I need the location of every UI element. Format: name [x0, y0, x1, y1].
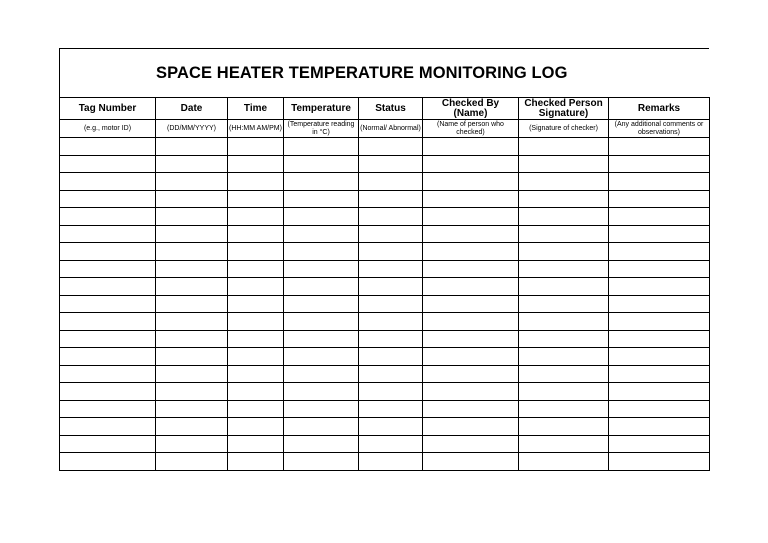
- log-entry-cell[interactable]: [609, 243, 710, 261]
- log-entry-cell[interactable]: [228, 453, 284, 471]
- log-entry-cell[interactable]: [284, 208, 359, 226]
- log-entry-cell[interactable]: [284, 260, 359, 278]
- log-entry-cell[interactable]: [609, 155, 710, 173]
- log-entry-cell[interactable]: [609, 225, 710, 243]
- column-hint-row: [60, 120, 710, 138]
- log-entry-row: [60, 330, 710, 348]
- log-entry-cell[interactable]: [423, 260, 519, 278]
- log-entry-cell[interactable]: [359, 190, 423, 208]
- log-entry-cell[interactable]: [519, 260, 609, 278]
- log-entry-cell[interactable]: [423, 383, 519, 401]
- log-entry-row: [60, 435, 710, 453]
- log-entry-cell[interactable]: [284, 225, 359, 243]
- column-hint-signature: (Signature of checker): [519, 120, 609, 138]
- log-entry-cell[interactable]: [519, 365, 609, 383]
- log-entry-cell[interactable]: [423, 155, 519, 173]
- log-entries: [60, 138, 710, 471]
- log-entry-cell[interactable]: [156, 313, 228, 331]
- log-entry-cell[interactable]: [228, 260, 284, 278]
- log-entry-row: [60, 278, 710, 296]
- log-entry-row: [60, 295, 710, 313]
- log-entry-cell[interactable]: [423, 190, 519, 208]
- log-entry-cell[interactable]: [519, 190, 609, 208]
- log-entry-cell[interactable]: [156, 383, 228, 401]
- log-entry-row: [60, 365, 710, 383]
- log-entry-cell[interactable]: [609, 400, 710, 418]
- log-entry-cell[interactable]: [284, 383, 359, 401]
- log-entry-cell[interactable]: [60, 330, 156, 348]
- column-header-status: Status: [359, 98, 423, 120]
- log-entry-cell[interactable]: [228, 400, 284, 418]
- log-entry-cell[interactable]: [609, 208, 710, 226]
- log-sheet: [59, 48, 709, 471]
- log-entry-cell[interactable]: [519, 243, 609, 261]
- log-entry-row: [60, 383, 710, 401]
- log-entry-cell[interactable]: [519, 313, 609, 331]
- log-entry-row: [60, 208, 710, 226]
- log-entry-cell[interactable]: [156, 295, 228, 313]
- log-entry-cell[interactable]: [609, 348, 710, 366]
- log-entry-cell[interactable]: [228, 348, 284, 366]
- log-entry-cell[interactable]: [60, 190, 156, 208]
- log-entry-row: [60, 400, 710, 418]
- log-entry-cell[interactable]: [359, 435, 423, 453]
- log-entry-cell[interactable]: [359, 208, 423, 226]
- log-entry-cell[interactable]: [519, 138, 609, 156]
- log-entry-cell[interactable]: [284, 418, 359, 436]
- log-entry-row: [60, 260, 710, 278]
- log-entry-cell[interactable]: [359, 418, 423, 436]
- log-entry-cell[interactable]: [60, 313, 156, 331]
- log-entry-cell[interactable]: [423, 295, 519, 313]
- log-entry-cell[interactable]: [519, 453, 609, 471]
- log-entry-cell[interactable]: [228, 313, 284, 331]
- log-entry-row: [60, 453, 710, 471]
- log-entry-row: [60, 155, 710, 173]
- log-entry-cell[interactable]: [423, 225, 519, 243]
- log-entry-cell[interactable]: [228, 383, 284, 401]
- log-entry-cell[interactable]: [609, 453, 710, 471]
- column-hint-status: (Normal/ Abnormal): [359, 120, 423, 138]
- log-entry-cell[interactable]: [423, 365, 519, 383]
- log-entry-cell[interactable]: [609, 138, 710, 156]
- log-entry-cell[interactable]: [519, 278, 609, 296]
- log-entry-cell[interactable]: [60, 348, 156, 366]
- log-entry-row: [60, 418, 710, 436]
- log-entry-cell[interactable]: [519, 435, 609, 453]
- log-entry-cell[interactable]: [228, 435, 284, 453]
- log-entry-cell[interactable]: [228, 418, 284, 436]
- log-entry-cell[interactable]: [228, 138, 284, 156]
- log-entry-cell[interactable]: [60, 243, 156, 261]
- log-entry-cell[interactable]: [609, 313, 710, 331]
- log-entry-cell[interactable]: [284, 243, 359, 261]
- column-header-tag-number: Tag Number: [60, 98, 156, 120]
- log-entry-cell[interactable]: [60, 208, 156, 226]
- log-entry-cell[interactable]: [284, 365, 359, 383]
- log-entry-row: [60, 348, 710, 366]
- log-entry-cell[interactable]: [359, 225, 423, 243]
- title-row: [60, 49, 709, 97]
- log-entry-cell[interactable]: [519, 173, 609, 191]
- log-entry-cell[interactable]: [284, 400, 359, 418]
- log-entry-cell[interactable]: [609, 435, 710, 453]
- log-entry-cell[interactable]: [156, 260, 228, 278]
- log-entry-cell[interactable]: [60, 383, 156, 401]
- log-entry-cell[interactable]: [359, 313, 423, 331]
- log-entry-cell[interactable]: [359, 155, 423, 173]
- column-header-time: Time: [228, 98, 284, 120]
- log-entry-cell[interactable]: [519, 208, 609, 226]
- monitoring-log-table: [59, 97, 710, 471]
- log-entry-cell[interactable]: [228, 190, 284, 208]
- column-header-temperature: Temperature: [284, 98, 359, 120]
- column-header-remarks: Remarks: [609, 98, 710, 120]
- log-entry-cell[interactable]: [519, 400, 609, 418]
- log-entry-cell[interactable]: [359, 365, 423, 383]
- log-entry-cell[interactable]: [359, 330, 423, 348]
- log-entry-cell[interactable]: [423, 418, 519, 436]
- log-entry-cell[interactable]: [228, 225, 284, 243]
- log-entry-cell[interactable]: [359, 138, 423, 156]
- log-entry-cell[interactable]: [284, 453, 359, 471]
- log-entry-cell[interactable]: [359, 173, 423, 191]
- log-entry-cell[interactable]: [284, 435, 359, 453]
- log-entry-cell[interactable]: [359, 383, 423, 401]
- log-entry-cell[interactable]: [284, 138, 359, 156]
- log-entry-cell[interactable]: [423, 400, 519, 418]
- log-entry-cell[interactable]: [609, 173, 710, 191]
- log-entry-cell[interactable]: [284, 278, 359, 296]
- log-entry-cell[interactable]: [228, 208, 284, 226]
- log-entry-cell[interactable]: [228, 365, 284, 383]
- log-entry-cell[interactable]: [359, 260, 423, 278]
- log-entry-cell[interactable]: [519, 330, 609, 348]
- log-entry-cell[interactable]: [284, 313, 359, 331]
- log-entry-cell[interactable]: [60, 155, 156, 173]
- log-entry-cell[interactable]: [284, 190, 359, 208]
- log-entry-cell[interactable]: [60, 173, 156, 191]
- log-entry-cell[interactable]: [423, 208, 519, 226]
- log-entry-cell[interactable]: [359, 400, 423, 418]
- log-entry-cell[interactable]: [423, 138, 519, 156]
- column-hint-tag-number: (e.g., motor ID): [60, 120, 156, 138]
- log-entry-cell[interactable]: [609, 330, 710, 348]
- log-entry-cell[interactable]: [156, 453, 228, 471]
- log-entry-cell[interactable]: [423, 348, 519, 366]
- log-entry-cell[interactable]: [609, 383, 710, 401]
- log-entry-cell[interactable]: [609, 418, 710, 436]
- log-entry-cell[interactable]: [156, 225, 228, 243]
- column-hint-checked-by: (Name of person who checked): [423, 120, 519, 138]
- log-entry-cell[interactable]: [156, 208, 228, 226]
- log-entry-cell[interactable]: [609, 278, 710, 296]
- log-entry-cell[interactable]: [423, 173, 519, 191]
- log-entry-cell[interactable]: [359, 278, 423, 296]
- log-entry-cell[interactable]: [359, 295, 423, 313]
- log-entry-row: [60, 173, 710, 191]
- log-entry-cell[interactable]: [284, 295, 359, 313]
- column-hint-time: (HH:MM AM/PM): [228, 120, 284, 138]
- log-entry-cell[interactable]: [284, 330, 359, 348]
- log-entry-cell[interactable]: [359, 348, 423, 366]
- log-entry-cell[interactable]: [609, 295, 710, 313]
- log-entry-cell[interactable]: [519, 155, 609, 173]
- log-entry-cell[interactable]: [60, 365, 156, 383]
- log-entry-cell[interactable]: [156, 190, 228, 208]
- log-entry-cell[interactable]: [156, 365, 228, 383]
- log-entry-cell[interactable]: [423, 330, 519, 348]
- log-entry-cell[interactable]: [284, 348, 359, 366]
- log-entry-cell[interactable]: [423, 453, 519, 471]
- log-entry-cell[interactable]: [228, 243, 284, 261]
- log-entry-cell[interactable]: [156, 418, 228, 436]
- log-entry-cell[interactable]: [156, 243, 228, 261]
- column-header-checked-by: Checked By (Name): [423, 98, 519, 120]
- log-entry-cell[interactable]: [519, 348, 609, 366]
- log-entry-row: [60, 243, 710, 261]
- log-entry-cell[interactable]: [423, 435, 519, 453]
- log-entry-cell[interactable]: [519, 418, 609, 436]
- log-entry-cell[interactable]: [60, 278, 156, 296]
- log-entry-cell[interactable]: [519, 225, 609, 243]
- log-entry-cell[interactable]: [423, 243, 519, 261]
- log-entry-cell[interactable]: [60, 138, 156, 156]
- document-title: SPACE HEATER TEMPERATURE MONITORING LOG: [156, 64, 568, 82]
- log-entry-cell[interactable]: [284, 173, 359, 191]
- column-header-row: [60, 98, 710, 120]
- log-entry-cell[interactable]: [156, 435, 228, 453]
- log-entry-row: [60, 225, 710, 243]
- log-entry-cell[interactable]: [60, 225, 156, 243]
- log-entry-cell[interactable]: [519, 295, 609, 313]
- log-entry-row: [60, 313, 710, 331]
- log-entry-cell[interactable]: [156, 138, 228, 156]
- log-entry-cell[interactable]: [228, 173, 284, 191]
- log-entry-cell[interactable]: [60, 295, 156, 313]
- column-hint-date: (DD/MM/YYYY): [156, 120, 228, 138]
- log-entry-cell[interactable]: [228, 295, 284, 313]
- log-entry-cell[interactable]: [609, 260, 710, 278]
- log-entry-cell[interactable]: [60, 435, 156, 453]
- log-entry-cell[interactable]: [60, 453, 156, 471]
- column-header-signature: Checked Person Signature): [519, 98, 609, 120]
- log-entry-cell[interactable]: [156, 330, 228, 348]
- log-entry-cell[interactable]: [228, 278, 284, 296]
- log-entry-cell[interactable]: [519, 383, 609, 401]
- log-entry-cell[interactable]: [60, 260, 156, 278]
- log-entry-cell[interactable]: [60, 418, 156, 436]
- log-entry-cell[interactable]: [359, 453, 423, 471]
- log-entry-cell[interactable]: [60, 400, 156, 418]
- log-entry-row: [60, 190, 710, 208]
- log-entry-cell[interactable]: [156, 155, 228, 173]
- log-entry-cell[interactable]: [156, 348, 228, 366]
- column-hint-remarks: (Any additional comments or observations): [609, 120, 710, 138]
- log-entry-row: [60, 138, 710, 156]
- column-header-date: Date: [156, 98, 228, 120]
- log-entry-cell[interactable]: [228, 155, 284, 173]
- log-entry-cell[interactable]: [359, 243, 423, 261]
- log-entry-cell[interactable]: [609, 365, 710, 383]
- log-entry-cell[interactable]: [423, 278, 519, 296]
- log-entry-cell[interactable]: [609, 190, 710, 208]
- log-entry-cell[interactable]: [423, 313, 519, 331]
- log-entry-cell[interactable]: [156, 278, 228, 296]
- log-entry-cell[interactable]: [156, 400, 228, 418]
- log-entry-cell[interactable]: [228, 330, 284, 348]
- log-entry-cell[interactable]: [284, 155, 359, 173]
- column-hint-temperature: (Temperature reading in °C): [284, 120, 359, 138]
- log-entry-cell[interactable]: [156, 173, 228, 191]
